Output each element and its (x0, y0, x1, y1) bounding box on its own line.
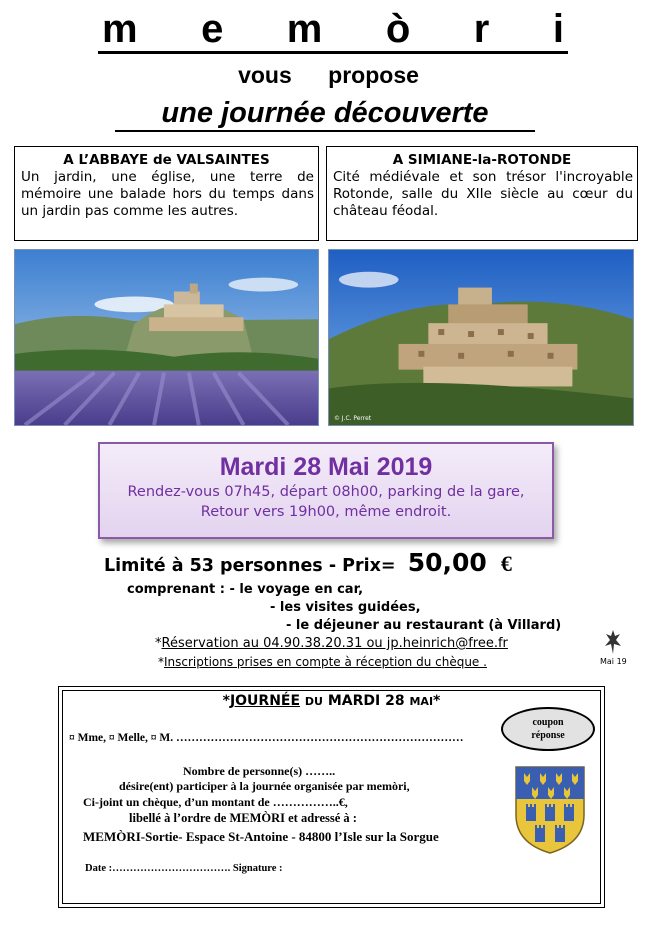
destination-description: Cité médiévale et son trésor l'incroyable Rotonde, salle du XIIe siècle au cœur du château féodal. (333, 169, 633, 219)
coat-of-arms-icon (514, 765, 586, 855)
destination-title: A SIMIANE-la-ROTONDE (392, 152, 572, 168)
coupon-heading-date: MARDI 28 (327, 693, 405, 709)
title-letter: r (473, 7, 490, 51)
destination-title: A L’ABBAYE de VALSAINTES (63, 152, 270, 168)
reply-coupon (58, 686, 605, 908)
coupon-reponse-badge (501, 707, 595, 751)
limit-text: Limité à 53 personnes - Prix= (104, 556, 396, 576)
reservation-line (155, 636, 508, 651)
event-date-box (98, 442, 554, 539)
photo-credit: © J.C. Perret (333, 415, 372, 423)
event-date: Mardi 28 Mai 2019 (219, 453, 433, 481)
inscription-note: Inscriptions prises en compte à réception du chèque . (164, 655, 487, 669)
event-meeting-info: Rendez-vous 07h45, départ 08h00, parking de la gare, (127, 484, 525, 500)
lavender-village-image (15, 250, 318, 425)
order-text: libellé à l’ordre de MEMÒRI et adressé à : (129, 811, 357, 825)
includes-item: - le voyage en car, (229, 582, 364, 597)
event-return-info: Retour vers 19h00, même endroit. (200, 504, 452, 520)
coupon-heading-main: JOURNÉE (229, 693, 301, 709)
limit-price-line (104, 548, 512, 577)
oval-line2: réponse (531, 730, 565, 741)
title-letter: m (286, 7, 323, 51)
address-text: MEMÒRI-Sortie- Espace St-Antoine - 84800 l’Isle sur la Sorgue (83, 829, 439, 844)
title-letter: m (102, 7, 138, 51)
simiane-village-image (329, 250, 633, 425)
date-signature-field[interactable]: Date :……………………………. Signature : (85, 863, 283, 874)
side-date: Mai 19 (600, 657, 627, 666)
destination-description: Un jardin, une église, une terre de mémoire une balade hors du temps dans un jardin pas comme les autres. (21, 169, 314, 219)
coupon-heading (59, 693, 604, 709)
inscription-line (158, 655, 487, 669)
coupon-heading-star: * (222, 693, 230, 709)
inscription-star: * (158, 655, 164, 669)
destination-box-simiane (326, 146, 638, 241)
title-letter: i (552, 7, 564, 51)
reservation-contact[interactable]: Réservation au 04.90.38.20.31 ou jp.heinrich@free.fr (161, 636, 508, 651)
coupon-heading-end: * (433, 693, 441, 709)
includes-line-1 (127, 582, 363, 597)
cheque-amount-field[interactable]: Ci-joint un chèque, d’un montant de ……………..€, (83, 795, 348, 809)
destination-box-valsaintes (14, 146, 319, 241)
price-currency: € (500, 551, 512, 576)
page-title (98, 8, 568, 54)
includes-item: - les visites guidées, (270, 600, 421, 615)
coupon-heading-month: MAI (409, 695, 434, 708)
memori-mini-logo-icon (602, 628, 624, 656)
title-letter: e (201, 7, 224, 51)
coupon-heading-du: DU (304, 695, 323, 708)
participation-text: désire(ent) participer à la journée organisée par memòri, (119, 779, 410, 793)
includes-label: comprenant : (127, 582, 225, 597)
photo-lavender-village (14, 249, 319, 426)
oval-line1: coupon (532, 717, 564, 728)
photo-simiane-village (328, 249, 634, 426)
headline: une journée découverte (115, 96, 535, 132)
title-letter: ò (385, 7, 411, 51)
reservation-star: * (155, 636, 162, 651)
tagline: vous propose (238, 62, 419, 88)
civility-field[interactable]: ¤ Mme, ¤ Melle, ¤ M. ………………………………………………………………… (69, 732, 464, 744)
people-count-field[interactable]: Nombre de personne(s) …….. (183, 764, 336, 778)
includes-item: - le déjeuner au restaurant (à Villard) (286, 618, 562, 633)
price-value: 50,00 (407, 548, 487, 577)
